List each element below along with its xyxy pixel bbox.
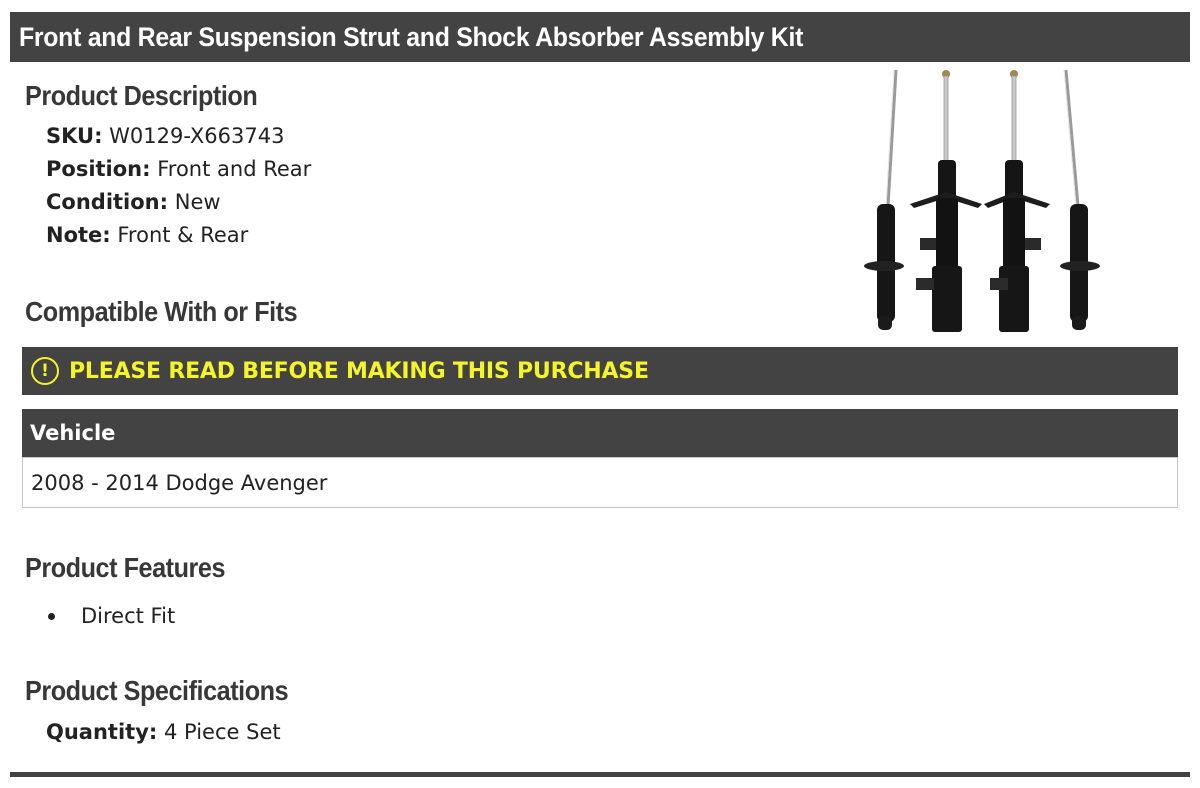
desc-row-condition: [46, 186, 311, 219]
vehicle-table-header: Vehicle: [22, 409, 1178, 457]
footer-divider: [10, 772, 1190, 777]
desc-row-position: [46, 153, 311, 186]
product-features-heading: Product Features: [25, 552, 226, 583]
product-description-heading: Product Description: [25, 80, 258, 111]
warning-text: PLEASE READ BEFORE MAKING THIS PURCHASE: [69, 358, 649, 384]
front-strut-left: [910, 70, 982, 332]
purchase-warning-bar: [22, 347, 1178, 395]
desc-row-sku: [46, 120, 311, 153]
product-description-list: [46, 120, 311, 252]
bullet-icon: [48, 613, 55, 620]
title-bar: [10, 12, 1190, 62]
rear-shock-left: [864, 70, 904, 330]
product-specifications-heading: Product Specifications: [25, 675, 289, 706]
feature-text: Direct Fit: [81, 604, 176, 628]
desc-value: Front and Rear: [157, 157, 312, 181]
warning-icon: !: [31, 357, 59, 385]
desc-label: Note:: [46, 223, 111, 247]
compatible-heading: Compatible With or Fits: [25, 296, 298, 327]
desc-label: Position:: [46, 157, 151, 181]
product-image: [858, 66, 1108, 336]
list-item: [46, 600, 175, 632]
desc-label: Condition:: [46, 190, 169, 214]
spec-row-quantity: [46, 716, 281, 749]
front-strut-right: [984, 70, 1050, 332]
desc-value: New: [174, 190, 221, 214]
vehicle-row: 2008 - 2014 Dodge Avenger: [22, 457, 1178, 508]
rear-shock-right: [1060, 70, 1100, 330]
features-list: [46, 600, 175, 632]
page-title: Front and Rear Suspension Strut and Shock Absorber Assembly Kit: [19, 22, 804, 52]
spec-label: Quantity:: [46, 720, 158, 744]
spec-value: 4 Piece Set: [163, 720, 281, 744]
desc-value: W0129-X663743: [109, 124, 285, 148]
vehicle-table: [22, 409, 1178, 508]
specifications-list: [46, 716, 281, 749]
desc-value: Front & Rear: [117, 223, 249, 247]
desc-row-note: [46, 219, 311, 252]
desc-label: SKU:: [46, 124, 103, 148]
